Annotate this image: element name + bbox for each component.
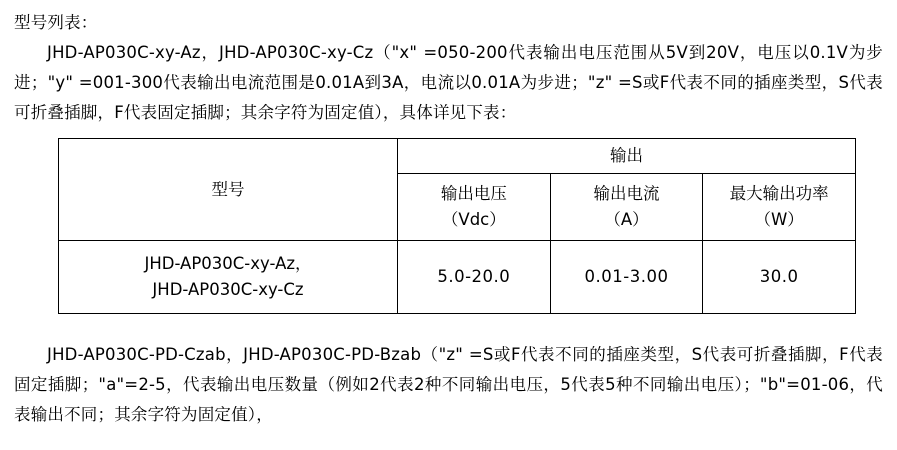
power-header-line1: 最大输出功率 [729,184,829,203]
intro-paragraph: JHD-AP030C-xy-Az，JHD-AP030C-xy-Cz（"x" =050-200代表输出电压范围从5V到20V，电压以0.1V为步进；"y" =001-300代表输出电流范围是0.01A到3A，电流以0.01A为步进；"z" =S或F代表不同的插座类型，S代表可折叠插脚，F代表固定插脚；其余字符为固定值），具体详见下表： [14,43,883,122]
voltage-header-cell [398,174,551,241]
voltage-header-line1: 输出电压 [440,184,507,203]
current-header-cell [550,174,703,241]
model-header-label: 型号 [211,179,245,199]
model-header-cell [59,139,398,241]
model-value-line1: JHD-AP030C-xy-Az， [144,254,312,273]
spacer-below-table [0,314,897,340]
table-row [59,139,856,174]
current-header-line2: （A） [604,210,649,229]
power-value-cell: 30.0 [703,241,856,314]
model-value-cell [59,241,398,314]
tail-paragraph: JHD-AP030C-PD-Czab，JHD-AP030C-PD-Bzab（"z" =S或F代表不同的插座类型，S代表可折叠插脚，F代表固定插脚；"a"=2-5，代表输出电压数量（例如2代表2种不同输出电压，5代表5种不同输出电压）；"b"=01-06，代表输出不同；其余字符为固定值）， [14,345,883,424]
model-value-line2: JHD-AP030C-xy-Cz [152,280,304,299]
table-row [59,241,856,314]
voltage-value-cell: 5.0-20.0 [398,241,551,314]
power-header-cell [703,174,856,241]
current-value-cell: 0.01-3.00 [550,241,703,314]
voltage-header-line2: （Vdc） [441,210,506,229]
power-header-line2: （W） [754,210,804,229]
current-header-line1: 输出电流 [593,184,660,203]
spec-table [58,138,856,314]
spacer-above-table [0,128,897,138]
section-title: 型号列表： [14,13,98,32]
spec-table-container [0,138,897,314]
output-group-header-cell: 输出 [398,139,856,174]
